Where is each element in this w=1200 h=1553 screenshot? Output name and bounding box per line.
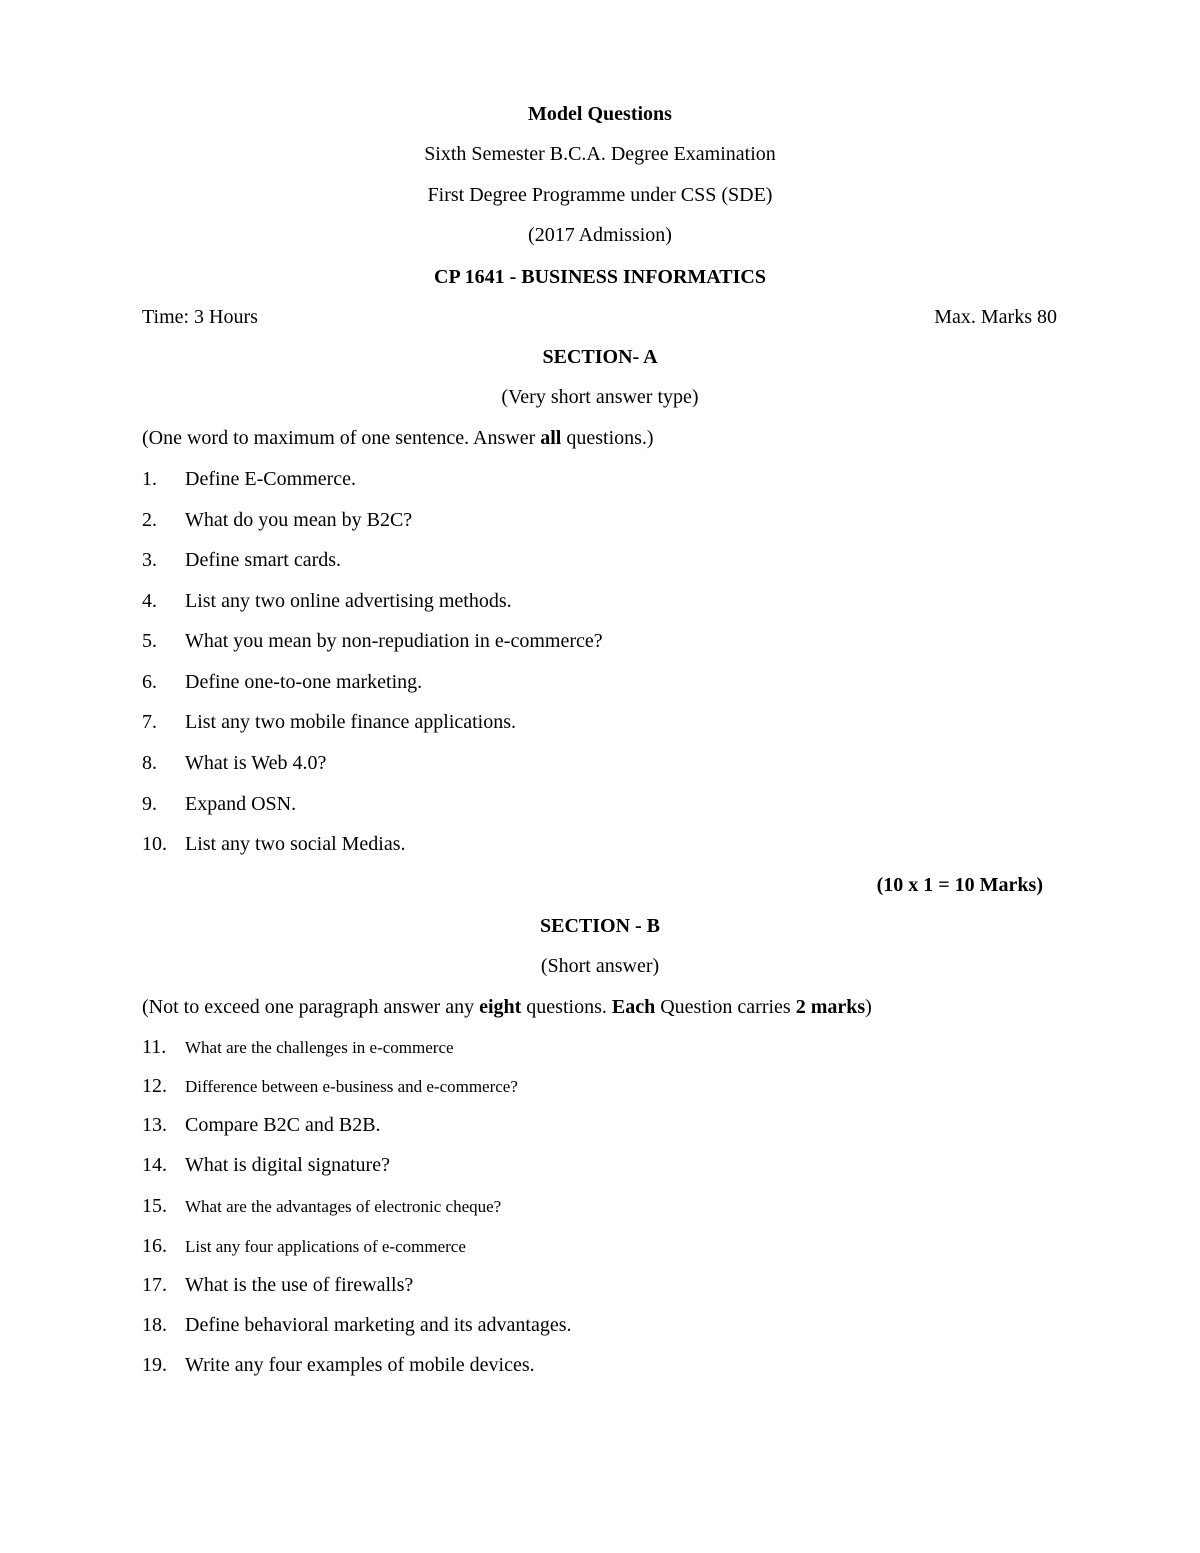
question-number: 2. (142, 509, 157, 531)
question-number: 5. (142, 630, 157, 652)
instruction-text: (Not to exceed one paragraph answer any (142, 996, 480, 1018)
instruction-emphasis: all (540, 427, 562, 449)
question-text: What is digital signature? (185, 1154, 390, 1176)
question-text: What are the advantages of electronic cheque? (185, 1197, 502, 1216)
question-number: 19. (142, 1354, 167, 1376)
question-item (142, 1234, 466, 1259)
question-number: 10. (142, 833, 167, 855)
question-number: 4. (142, 590, 157, 612)
section-b-instruction (142, 995, 872, 1019)
admission-year: (2017 Admission) (528, 224, 672, 246)
question-number: 3. (142, 549, 157, 571)
question-text: Define one-to-one marketing. (185, 671, 423, 693)
question-item (142, 751, 326, 775)
question-number: 9. (142, 793, 157, 815)
instruction-text: questions.) (561, 427, 654, 449)
question-item (142, 1353, 535, 1377)
question-item (142, 1273, 413, 1297)
question-item (142, 1153, 390, 1177)
programme-name: First Degree Programme under CSS (SDE) (427, 184, 773, 206)
question-item (142, 508, 412, 532)
question-item (142, 548, 341, 572)
question-item (142, 629, 603, 653)
question-text: What is Web 4.0? (185, 752, 327, 774)
instruction-text: Question carries (655, 996, 796, 1018)
question-item (142, 710, 516, 734)
question-text: Compare B2C and B2B. (185, 1114, 381, 1136)
question-text: List any four applications of e-commerce (185, 1237, 466, 1256)
time-label: Time: 3 Hours (142, 306, 258, 328)
course-title: CP 1641 - BUSINESS INFORMATICS (434, 266, 766, 288)
question-item (142, 1035, 454, 1060)
question-number: 16. (142, 1235, 167, 1257)
question-item (142, 1194, 501, 1219)
question-item (142, 467, 356, 491)
question-item (142, 832, 406, 856)
instruction-text: (One word to maximum of one sentence. Answer (142, 427, 541, 449)
question-number: 7. (142, 711, 157, 733)
question-text: What is the use of firewalls? (185, 1274, 414, 1296)
instruction-emphasis: Each (611, 996, 656, 1018)
question-text: Expand OSN. (185, 793, 297, 815)
question-item (142, 1313, 572, 1337)
question-item (142, 1113, 381, 1137)
question-text: Write any four examples of mobile devices. (185, 1354, 535, 1376)
section-b-subheading: (Short answer) (540, 955, 660, 977)
question-item (142, 589, 512, 613)
question-text: Define behavioral marketing and its advantages. (185, 1314, 572, 1336)
question-number: 13. (142, 1114, 167, 1136)
instruction-emphasis: eight (479, 996, 522, 1018)
question-number: 18. (142, 1314, 167, 1336)
question-number: 11. (142, 1036, 167, 1058)
question-number: 12. (142, 1075, 167, 1097)
question-text: Define E-Commerce. (185, 468, 357, 490)
question-item (142, 792, 296, 816)
question-number: 8. (142, 752, 157, 774)
question-number: 15. (142, 1195, 167, 1217)
question-text: What are the challenges in e-commerce (185, 1038, 454, 1057)
question-text: Define smart cards. (185, 549, 342, 571)
exam-name: Sixth Semester B.C.A. Degree Examination (424, 143, 776, 165)
question-number: 1. (142, 468, 157, 490)
question-number: 6. (142, 671, 157, 693)
question-text: List any two social Medias. (185, 833, 406, 855)
question-item (142, 670, 422, 694)
section-a-marks: (10 x 1 = 10 Marks) (876, 874, 1043, 896)
section-b-heading: SECTION - B (539, 915, 661, 937)
question-number: 14. (142, 1154, 167, 1176)
question-text: List any two mobile finance applications. (185, 711, 517, 733)
instruction-text: ) (865, 996, 872, 1018)
question-text: List any two online advertising methods. (185, 590, 512, 612)
section-a-subheading: (Very short answer type) (501, 386, 699, 408)
question-text: What do you mean by B2C? (185, 509, 413, 531)
instruction-text: questions. (521, 996, 612, 1018)
page-title: Model Questions (528, 103, 672, 125)
question-number: 17. (142, 1274, 167, 1296)
question-item (142, 1074, 518, 1099)
section-a-instruction (142, 426, 654, 450)
question-text: What you mean by non-repudiation in e-commerce? (185, 630, 603, 652)
question-text: Difference between e-business and e-commerce? (185, 1077, 518, 1096)
section-a-heading: SECTION- A (542, 346, 658, 368)
instruction-emphasis: 2 marks (795, 996, 866, 1018)
max-marks-label: Max. Marks 80 (934, 306, 1057, 328)
